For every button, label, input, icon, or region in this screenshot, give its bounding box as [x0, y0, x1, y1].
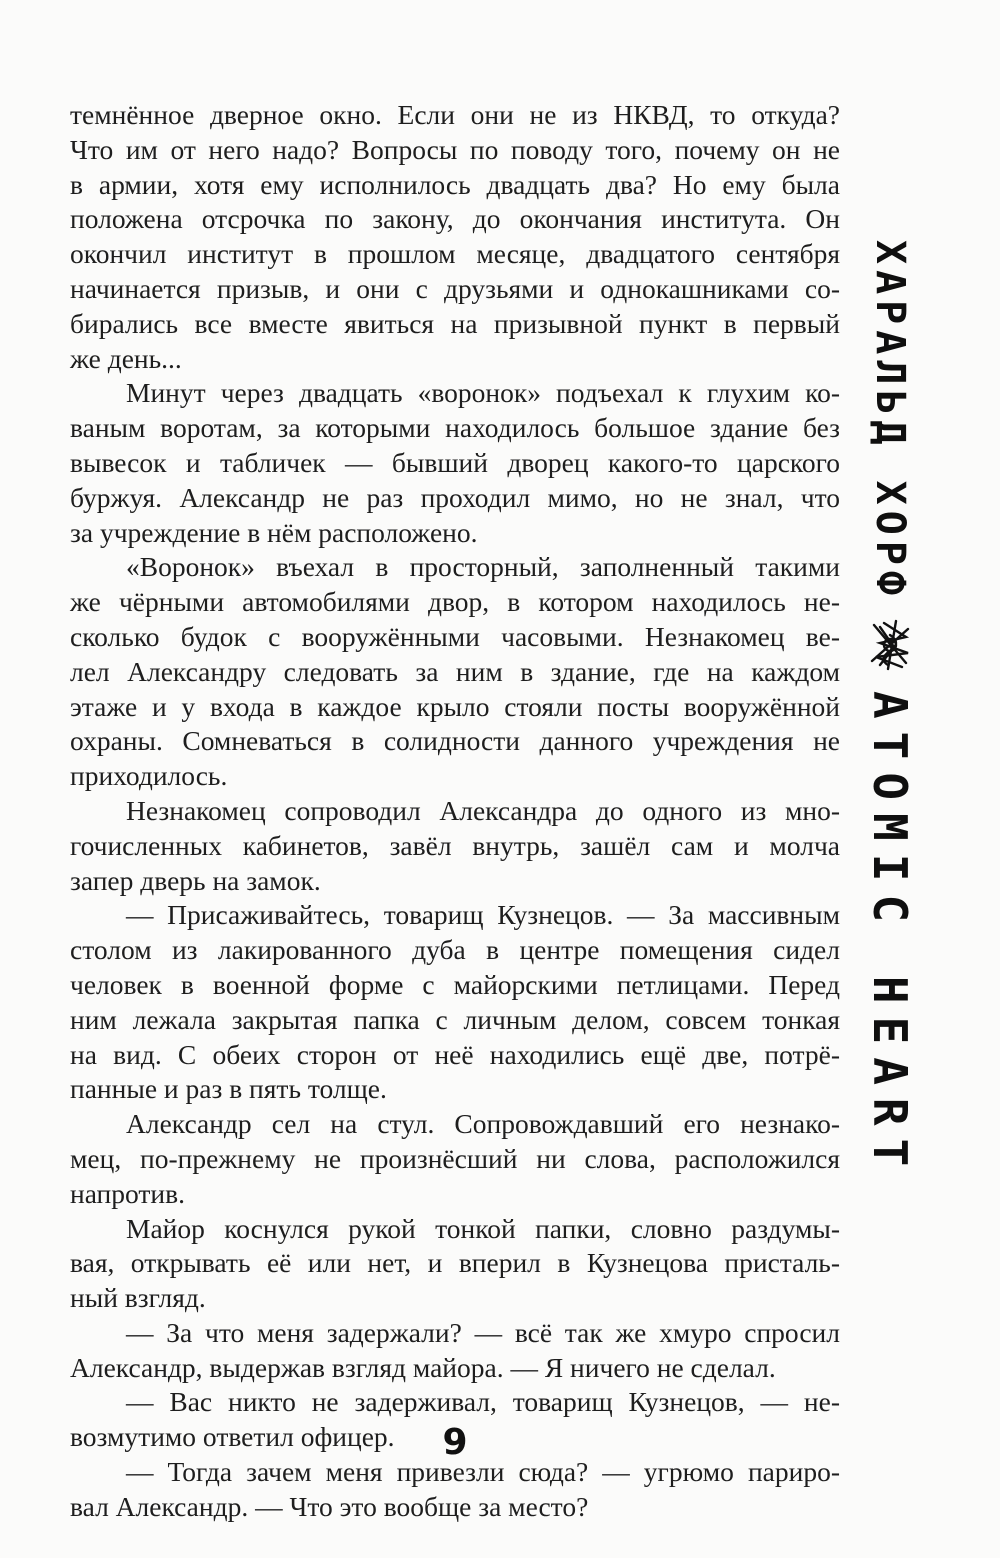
scribble-emblem-icon [866, 617, 914, 673]
text-line: лел Александру следовать за ним в здание, где на каждом [70, 655, 840, 687]
text-line: напротив. [70, 1177, 186, 1209]
author-name: ХАРАЛЬД ХОРФ [867, 240, 913, 601]
text-line: буржуя. Александр не раз проходил мимо, но не знал, что [70, 481, 840, 513]
text-line: — Тогда зачем меня привезли сюда? — угрюмо париро- [126, 1456, 840, 1488]
text-line: охраны. Сомневаться в солидности данного учреждения не [70, 725, 840, 757]
text-line: Майор коснулся рукой тонкой папки, словно раздумы- [126, 1212, 840, 1244]
text-line: на вид. С обеих сторон от неё находились ещё две, потрё- [70, 1038, 840, 1070]
text-line: «Воронок» въехал в просторный, заполненный такими [126, 551, 840, 583]
text-line: мец, по-прежнему не произнёсший ни слова, расположился [70, 1142, 840, 1174]
text-line: ним лежала закрытая папка с личным делом, совсем тонкая [70, 1003, 840, 1035]
text-line: темнённое дверное окно. Если они не из НКВД, то откуда? [70, 99, 840, 130]
text-line: положена отсрочка по закону, до окончания института. Он [70, 203, 840, 235]
text-line: сколько будок с вооружёнными часовыми. Незнакомец ве- [70, 620, 840, 652]
text-line: Минут через двадцать «воронок» подъехал к глухим ко- [126, 377, 840, 409]
text-line: человек в военной форме с майорскими петлицами. Перед [70, 968, 840, 1000]
text-line: вая, открывать её или нет, и вперил в Кузнецова присталь- [70, 1247, 840, 1279]
series-title: ATOMIC HEART [863, 690, 917, 1180]
text-line: ный взгляд. [70, 1282, 206, 1314]
text-line: ваным воротам, за которыми находилось большое здание без [70, 412, 840, 444]
text-line: Что им от него надо? Вопросы по поводу того, почему он не [70, 133, 840, 165]
text-line: панные и раз в пять толще. [70, 1073, 387, 1105]
text-line: окончил институт в прошлом месяце, двадцатого сентября [70, 238, 840, 270]
text-line: запер дверь на замок. [70, 864, 321, 896]
page-number: 9 [442, 1422, 468, 1463]
text-line: — Присаживайтесь, товарищ Кузнецов. — За массивным [126, 899, 840, 931]
text-line: вал Александр. — Что это вообще за место? [70, 1490, 589, 1522]
text-line: начинается призыв, и они с друзьями и однокашниками со- [70, 272, 840, 304]
text-line: за учреждение в нём расположено. [70, 516, 478, 548]
text-line: же чёрными автомобилями двор, в котором находилось не- [70, 586, 840, 618]
text-line: этаже и у входа в каждое крыло стояли посты вооружённой [70, 690, 840, 722]
text-line: же день... [70, 342, 182, 374]
running-title [863, 240, 917, 1330]
text-line: вывесок и табличек — бывший дворец какого-то царского [70, 446, 840, 478]
text-line: в армии, хотя ему исполнилось двадцать два? Но ему была [70, 168, 840, 200]
text-line: бирались все вместе явиться на призывной пункт в первый [70, 307, 840, 339]
text-line: столом из лакированного дуба в центре помещения сидел [70, 934, 840, 966]
text-line: Александр сел на стул. Сопровождавший его незнако- [126, 1108, 840, 1140]
text-line: Александр, выдержав взгляд майора. — Я ничего не сделал. [70, 1351, 776, 1383]
text-line: возмутимо ответил офицер. [70, 1421, 395, 1453]
running-title-text [863, 240, 917, 1330]
text-line: Незнакомец сопроводил Александра до одного из мно- [126, 794, 840, 826]
text-line: — За что меня задержали? — всё так же хмуро спросил [126, 1316, 840, 1348]
body-text [70, 98, 840, 1525]
text-line: приходилось. [70, 760, 228, 792]
text-line: — Вас никто не задерживал, товарищ Кузнецов, — не- [126, 1386, 840, 1418]
text-line: гочисленных кабинетов, завёл внутрь, зашёл сам и молча [70, 829, 840, 861]
